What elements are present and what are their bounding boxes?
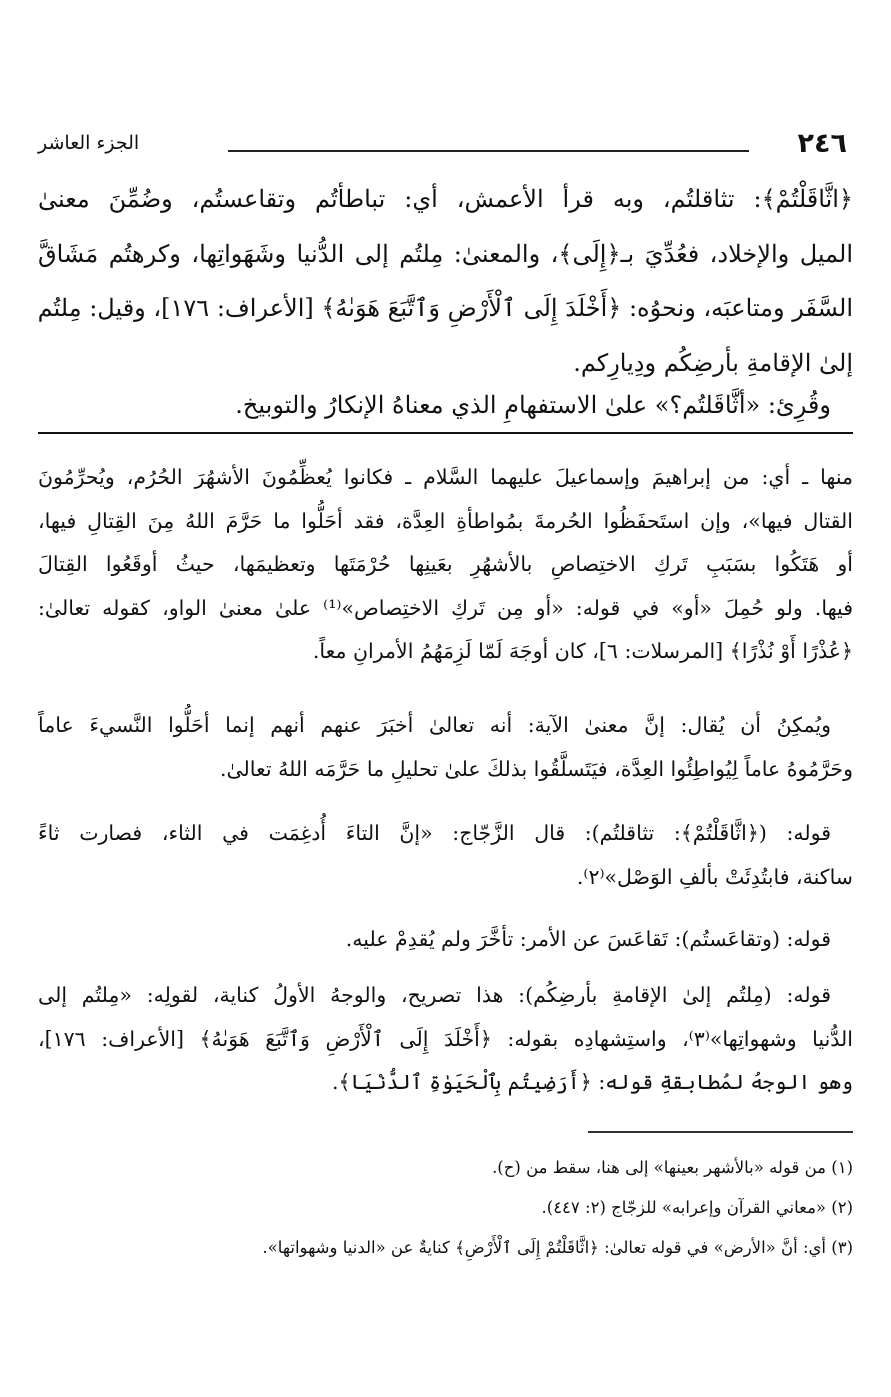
gloss-paragraph-2 [38, 704, 853, 791]
text-line: منها ـ أي: من إبراهيمَ وإسماعيلَ عليهما السَّلام ـ فكانوا يُعظِّمُونَ الأشهُرَ الحُرُم، ويُحرِّمُونَ [38, 465, 853, 489]
text-line: إلىٰ الإقامةِ بأرضِكُم ودِيارِكم. [573, 348, 853, 377]
text-line: السَّفَر ومتاعبَه، ونحوُه: ﴿أَخْلَدَ إِلَى ٱلْأَرْضِ وَٱتَّبَعَ هَوَىٰهُ﴾ [الأعراف: ١٧٦]، وقيل: مِلتُم [38, 294, 853, 322]
text-line: أو هَتَكُوا بسَبَبِ تَركِ الاختِصاصِ بالأشهُرِ بعَينِها حُرْمَتَها وتعظيمَها، حيثُ أوقَعُوا القِتالَ [38, 552, 853, 576]
text-line: فيها. ولو حُمِلَ «أو» في قوله: «أو مِن تَركِ الاختِصاص»⁽¹⁾ علىٰ معنىٰ الواو، كقوله تعالىٰ: [38, 595, 853, 620]
commentary-paragraph-1 [38, 172, 853, 390]
gloss-paragraph-3 [38, 812, 853, 899]
text-line: وهو الوجهُ لمُطابقةِ قوله: ﴿أَرَضِيتُم بِٱلْحَيَوٰةِ ٱلدُّنْيَا﴾. [332, 1070, 853, 1094]
volume-title: الجزء العاشر [38, 132, 140, 154]
text-line: الميل والإخلاد، فعُدِّيَ بـ﴿إِلَى﴾، والمعنىٰ: مِلتُم إلى الدُّنيا وشَهَواتِها، وكرهتُم مَشَاقَّ [38, 239, 853, 268]
text-line: قوله: (﴿اثَّاقَلْتُمْ﴾: تثاقلتُم): قال الزَّجّاج: «إنَّ التاءَ أُدغِمَت في الثاء، فصارت ثاءً [38, 821, 831, 845]
text-line: وقُرِئ: «أثَّاقَلتُم؟» علىٰ الاستفهامِ الذي معناهُ الإنكارُ والتوبيخ. [235, 391, 831, 419]
text-line: ﴿عُذْرًا أَوْ نُذْرًا﴾ [المرسلات: ٦]، كان أوجَهَ لَمّا لَزِمَهُمُ الأمرانِ معاً. [312, 639, 853, 663]
footnote-rule [588, 1131, 853, 1133]
gloss-paragraph-5 [38, 974, 853, 1105]
header-rule [228, 150, 749, 152]
text-line: ﴿اثَّاقَلْتُمْ﴾: تثاقلتُم، وبه قرأ الأعمش، أي: تباطأتُم وتقاعستُم، وضُمِّنَ معنىٰ [38, 185, 853, 213]
gloss-paragraph-4 [38, 918, 831, 962]
page-number: ٢٤٦ [797, 128, 847, 159]
text-line: ويُمكِنُ أن يُقال: إنَّ معنىٰ الآية: أنه تعالىٰ أخبَرَ عنهم أنهم إنما أحَلُّوا النَّسيءَ عاماً [38, 713, 831, 737]
footnote-2: (٢) «معاني القرآن وإعرابه» للزجّاج (٢: ٤٤٧). [541, 1198, 853, 1217]
text-line: ساكنة، فابتُدِئَتْ بألفِ الوَصْل»⁽٢⁾. [576, 864, 853, 889]
running-header [38, 128, 853, 168]
section-divider [38, 432, 853, 434]
footnote-1: (١) من قوله «بالأشهر بعينها» إلى هنا، سقط من (ح). [492, 1158, 853, 1177]
footnote-3: (٣) أي: أنَّ «الأرض» في قوله تعالىٰ: ﴿اثَّاقَلْتُمْ إِلَى ٱلْأَرْضِ﴾ كنايةٌ عن «الدنيا وشهواتها». [262, 1238, 853, 1257]
text-line: القتال فيها»، وإن استَحفَظُوا الحُرمةَ بمُواطأةِ العِدَّة، فقد أحَلُّوا ما حَرَّمَ اللهُ مِنَ القِتالِ فيها، [38, 508, 853, 533]
text-line: قوله: (وتقاعَستُم): تَقاعَسَ عن الأمر: تأخَّرَ ولم يُقدِمْ عليه. [345, 927, 831, 951]
gloss-paragraph-1 [38, 456, 853, 674]
text-line: قوله: (مِلتُم إلىٰ الإقامةِ بأرضِكُم): هذا تصريح، والوجهُ الأولُ كناية، لقولِه: «مِلتُم إلى [38, 983, 831, 1007]
footnotes [38, 1148, 853, 1268]
text-line: الدُّنيا وشهواتِها»⁽٣⁾، واستِشهادِه بقوله: ﴿أَخْلَدَ إِلَى ٱلْأَرْضِ وَٱتَّبَعَ هَوَىٰهُ﴾ [الأعراف: ١٧٦]، [38, 1026, 853, 1051]
text-line: وحَرَّمُوهُ عاماً لِيُواطِئُوا العِدَّة، فيَتَسلَّقُوا بذلكَ علىٰ تحليلِ ما حَرَّمَه اللهُ تعالىٰ. [219, 756, 853, 781]
commentary-paragraph-2 [38, 378, 831, 433]
